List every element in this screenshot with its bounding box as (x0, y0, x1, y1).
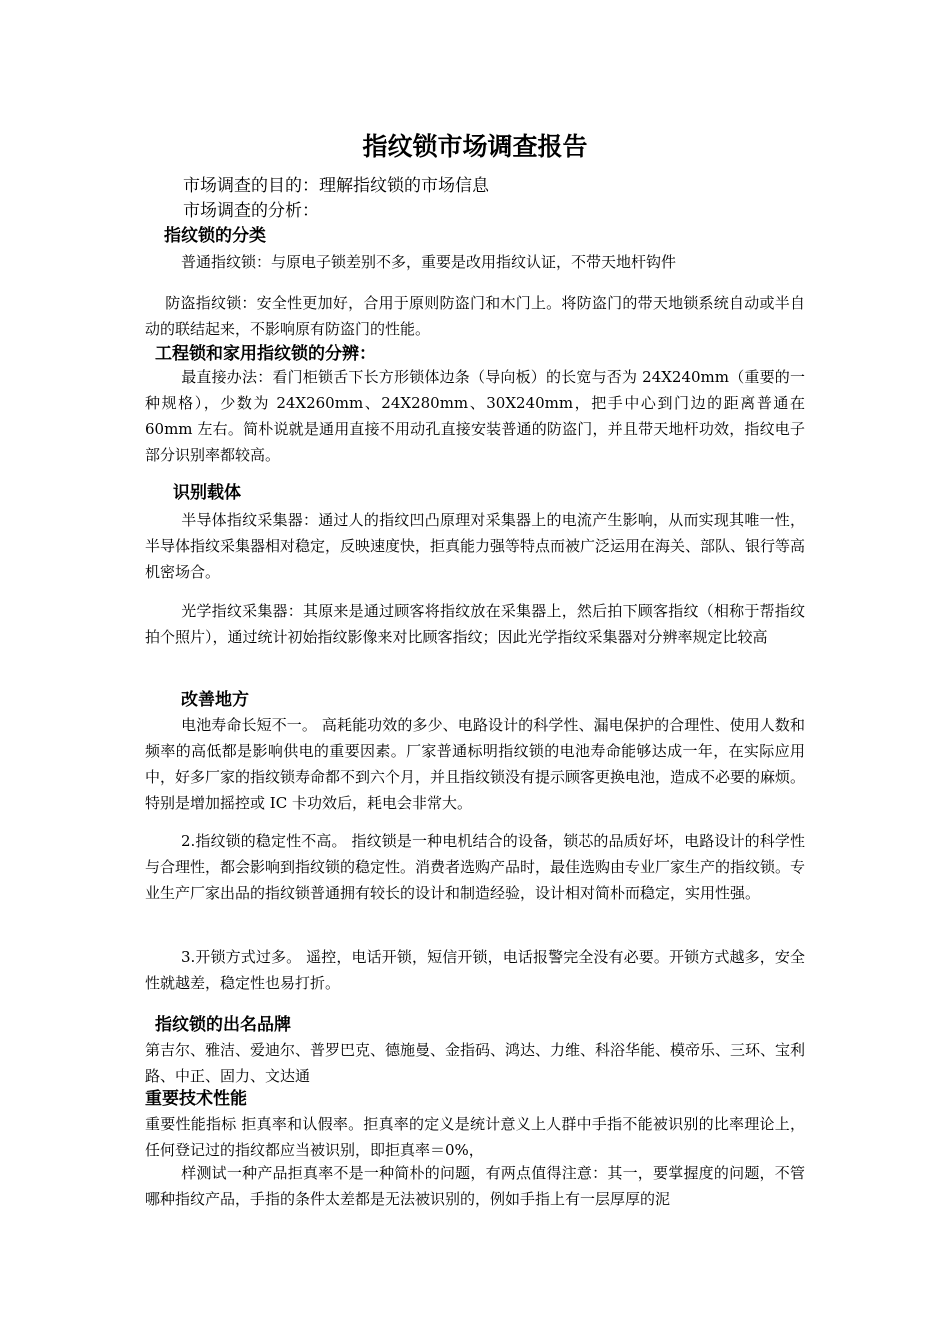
heading-carrier: 识别载体 (173, 483, 241, 503)
survey-analysis: 市场调查的分析： (183, 201, 319, 221)
paragraph-semiconductor (145, 507, 805, 585)
paragraph-optical (145, 598, 805, 650)
paragraph-unlock-methods (145, 944, 805, 996)
heading-classification: 指纹锁的分类 (164, 226, 266, 246)
paragraph-antitheft-lock (145, 290, 805, 342)
paragraph-text: 最直接办法：看门柜锁舌下长方形锁体边条（导向板）的长宽与否为 24X240mm（重要的一种规格），少数为 24X260mm、24X280mm、30X240mm，把手中心到门边的距离普通在 60mm 左右。简朴说就是通用直接不用动孔直接安装普通的防盗门，并且带天地杆功效，指纹电子部分识别率都较高。 (145, 368, 805, 464)
paragraph-text: 样测试一种产品拒真率不是一种简朴的问题，有两点值得注意：其一，要掌握度的问题，不管哪种指纹产品，手指的条件太差都是无法被识别的，例如手指上有一层厚厚的泥 (145, 1164, 805, 1208)
document-title: 指纹锁市场调查报告 (362, 132, 588, 161)
heading-improve: 改善地方 (181, 690, 249, 710)
paragraph-tech-metrics: 重要性能指标 拒真率和认假率。拒真率的定义是统计意义上人群中手指不能被识别的比率理论上，任何登记过的指纹都应当被识别，即拒真率＝0%， (145, 1115, 805, 1159)
paragraph-stability (145, 828, 805, 906)
paragraph-battery (145, 712, 805, 816)
paragraph-distinguish (145, 364, 805, 468)
paragraph-text: 普通指纹锁：与原电子锁差别不多，重要是改用指纹认证，不带天地杆钩件 (181, 253, 677, 271)
heading-brands: 指纹锁的出名品牌 (155, 1015, 291, 1035)
paragraph-text: 半导体指纹采集器：通过人的指纹凹凸原理对采集器上的电流产生影响，从而实现其唯一性，半导体指纹采集器相对稳定，反映速度快，拒真能力强等特点而被广泛运用在海关、部队、银行等高机密场合。 (145, 511, 806, 581)
paragraph-tech-testing (145, 1160, 805, 1212)
survey-purpose: 市场调查的目的：理解指纹锁的市场信息 (183, 176, 489, 196)
paragraph-text: 防盗指纹锁：安全性更加好，合用于原则防盗门和木门上。将防盗门的带天地锁系统自动或半自动的联结起来，不影响原有防盗门的性能。 (145, 294, 805, 338)
paragraph-ordinary-lock (145, 249, 805, 275)
heading-distinguish: 工程锁和家用指纹锁的分辨： (155, 344, 376, 364)
paragraph-text: 2.指纹锁的稳定性不高。 指纹锁是一种电机结合的设备，锁芯的品质好坏，电路设计的科学性与合理性，都会影响到指纹锁的稳定性。消费者选购产品时，最佳选购由专业厂家生产的指纹锁。专业生产厂家出品的指纹锁普通拥有较长的设计和制造经验，设计相对简朴而稳定，实用性强。 (145, 832, 806, 902)
paragraph-brands: 第吉尔、雅洁、爱迪尔、普罗巴克、德施曼、金指码、鸿达、力维、科浴华能、模帝乐、三环、宝利路、中正、固力、文达通 (145, 1041, 806, 1085)
paragraph-text: 3.开锁方式过多。 遥控，电话开锁，短信开锁，电话报警完全没有必要。开锁方式越多，安全性就越差，稳定性也易打折。 (145, 948, 805, 992)
paragraph-text: 电池寿命长短不一。 高耗能功效的多少、电路设计的科学性、漏电保护的合理性、使用人数和频率的高低都是影响供电的重要因素。厂家普通标明指纹锁的电池寿命能够达成一年，在实际应用中，好多厂家的指纹锁寿命都不到六个月，并且指纹锁没有提示顾客更换电池，造成不必要的麻烦。特别是增加摇控或 IC 卡功效后，耗电会非常大。 (145, 716, 806, 812)
paragraph-text: 光学指纹采集器：其原来是通过顾客将指纹放在采集器上，然后拍下顾客指纹（相称于帮指纹拍个照片），通过统计初始指纹影像来对比顾客指纹；因此光学指纹采集器对分辨率规定比较高 (145, 602, 805, 646)
heading-tech: 重要技术性能 (145, 1089, 247, 1109)
